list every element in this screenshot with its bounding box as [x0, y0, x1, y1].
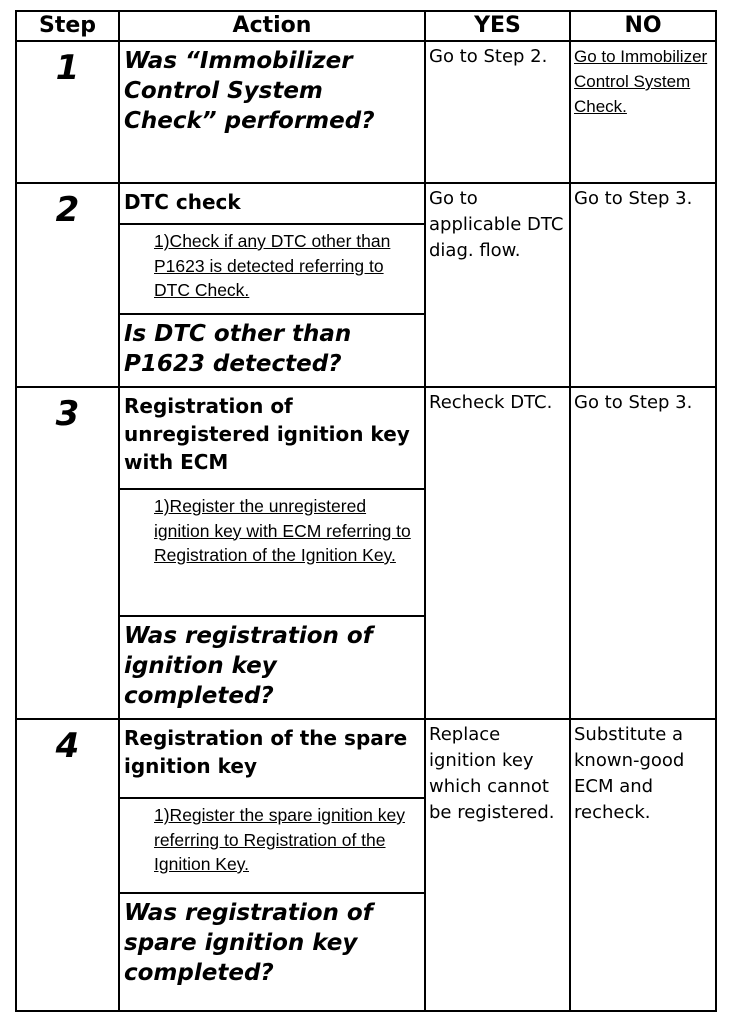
no-cell: Go to Step 3.: [570, 387, 716, 719]
step-number: 1: [16, 41, 119, 183]
yes-cell: Recheck DTC.: [425, 387, 570, 719]
table-row: [16, 183, 716, 387]
header-yes: YES: [425, 11, 570, 41]
step-question: Is DTC other than P1623 detected?: [124, 321, 352, 377]
action-cell: [119, 387, 425, 719]
table-row: [16, 41, 716, 183]
table-row: [16, 387, 716, 719]
diagnostic-flow-table: [15, 10, 717, 1012]
header-no: NO: [570, 11, 716, 41]
step-substep: 1)Check if any DTC other than P1623 is detected referring to DTC Check.: [120, 225, 424, 315]
yes-cell: Go to applicable DTC diag. flow.: [425, 183, 570, 387]
action-cell: [119, 719, 425, 1011]
step-title: Registration of the spare ignition key: [120, 720, 424, 799]
step-substep: 1)Register the unregistered ignition key with ECM referring to Registration of the Ignition Key.: [120, 490, 424, 617]
no-cell: Go to Step 3.: [570, 183, 716, 387]
action-cell: [119, 41, 425, 183]
yes-cell: Replace ignition key which cannot be registered.: [425, 719, 570, 1011]
step-number: 2: [16, 183, 119, 387]
step-substep: 1)Register the spare ignition key referring to Registration of the Ignition Key.: [120, 799, 424, 894]
header-row: [16, 11, 716, 41]
step-question: Was registration of spare ignition key completed?: [124, 900, 373, 986]
step-question: Was registration of ignition key completed?: [124, 623, 373, 709]
step-number: 3: [16, 387, 119, 719]
header-step: Step: [16, 11, 119, 41]
step-question: Was “Immobilizer Control System Check” performed?: [124, 48, 375, 134]
table-row: [16, 719, 716, 1011]
no-cell-link[interactable]: [570, 41, 716, 183]
step-number: 4: [16, 719, 119, 1011]
action-cell: [119, 183, 425, 387]
yes-cell: Go to Step 2.: [425, 41, 570, 183]
header-action: Action: [119, 11, 425, 41]
step-title: DTC check: [120, 184, 424, 225]
immobilizer-check-link[interactable]: Go to Immobilizer Control System Check.: [574, 47, 708, 116]
no-cell: Substitute a known-good ECM and recheck.: [570, 719, 716, 1011]
step-title: Registration of unregistered ignition key with ECM: [120, 388, 424, 490]
